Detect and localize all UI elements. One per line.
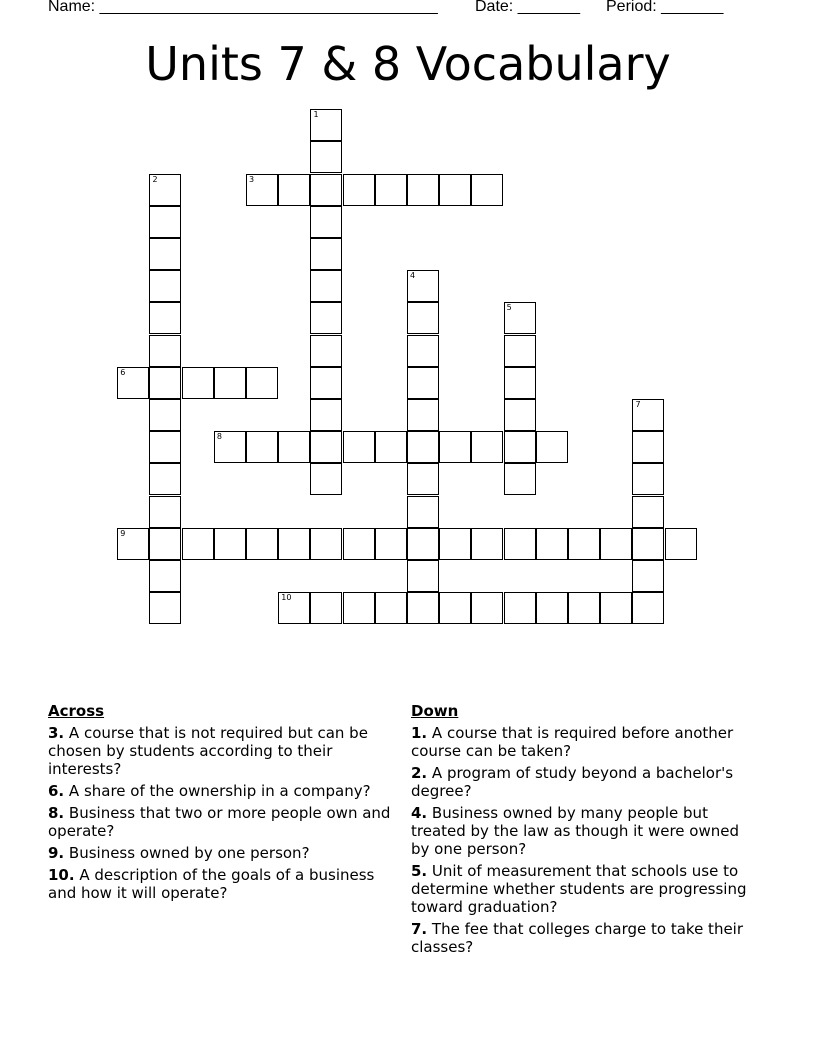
clue-number: 6.: [48, 782, 65, 800]
clue-item: [411, 804, 756, 858]
grid-cell[interactable]: [407, 592, 439, 624]
clue-item: [48, 866, 393, 902]
grid-cell[interactable]: [149, 528, 181, 560]
clue-text: A course that is not required but can be chosen by students according to their interests?: [48, 724, 368, 778]
cell-number: 7: [635, 400, 641, 410]
clue-number: 5.: [411, 862, 428, 880]
grid-cell[interactable]: [407, 399, 439, 431]
grid-cell[interactable]: [504, 431, 536, 463]
grid-cell[interactable]: [407, 335, 439, 367]
cell-number: 9: [120, 528, 126, 538]
cell-number: 2: [152, 174, 158, 184]
grid-cell[interactable]: [246, 431, 278, 463]
grid-cell[interactable]: [407, 174, 439, 206]
grid-cell[interactable]: [278, 431, 310, 463]
grid-cell[interactable]: [149, 560, 181, 592]
grid-cell[interactable]: [310, 431, 342, 463]
across-clue-list: [48, 724, 393, 902]
grid-cell[interactable]: [310, 367, 342, 399]
grid-cell[interactable]: [600, 528, 632, 560]
grid-cell[interactable]: [536, 592, 568, 624]
grid-cell[interactable]: [407, 431, 439, 463]
clue-number: 8.: [48, 804, 65, 822]
grid-cell[interactable]: [504, 302, 536, 334]
clue-number: 9.: [48, 844, 65, 862]
grid-cell[interactable]: [632, 528, 664, 560]
clue-text: A course that is required before another course can be taken?: [411, 724, 734, 760]
grid-cell[interactable]: [632, 592, 664, 624]
clue-text: Unit of measurement that schools use to determine whether students are progressing toward graduation?: [411, 862, 747, 916]
clue-item: [48, 782, 393, 800]
grid-cell[interactable]: [149, 174, 181, 206]
name-field[interactable]: Name: ______________________________________: [48, 0, 438, 15]
grid-cell[interactable]: [214, 528, 246, 560]
grid-cell[interactable]: [375, 592, 407, 624]
grid-cell[interactable]: [632, 431, 664, 463]
clue-text: Business owned by one person?: [68, 844, 310, 862]
grid-cell[interactable]: [310, 463, 342, 495]
grid-cell[interactable]: [471, 592, 503, 624]
grid-cell[interactable]: [343, 592, 375, 624]
grid-cell[interactable]: [407, 302, 439, 334]
down-heading: Down: [411, 702, 459, 720]
grid-cell[interactable]: [600, 592, 632, 624]
page-title: Units 7 & 8 Vocabulary: [145, 37, 671, 91]
grid-cell[interactable]: [471, 431, 503, 463]
cell-number: 1: [313, 110, 319, 120]
grid-cell[interactable]: [149, 463, 181, 495]
clue-text: A program of study beyond a bachelor's degree?: [411, 764, 734, 800]
grid-cell[interactable]: [149, 270, 181, 302]
grid-cell[interactable]: [310, 206, 342, 238]
cell-number: 5: [506, 303, 512, 313]
clue-number: 1.: [411, 724, 428, 742]
clue-number: 4.: [411, 804, 428, 822]
grid-cell[interactable]: [504, 399, 536, 431]
grid-cell[interactable]: [407, 270, 439, 302]
clue-item: [411, 764, 756, 800]
grid-cell[interactable]: [439, 592, 471, 624]
grid-cell[interactable]: [536, 431, 568, 463]
grid-cell[interactable]: [310, 528, 342, 560]
grid-cell[interactable]: [182, 367, 214, 399]
grid-cell[interactable]: [310, 141, 342, 173]
down-clue-list: [411, 724, 756, 956]
grid-cell[interactable]: [343, 174, 375, 206]
grid-cell[interactable]: [375, 431, 407, 463]
grid-cell[interactable]: [375, 174, 407, 206]
grid-cell[interactable]: [439, 528, 471, 560]
clue-item: [48, 804, 393, 840]
grid-cell[interactable]: [278, 592, 310, 624]
clue-text: Business owned by many people but treated by the law as though it were owned by one person?: [411, 804, 739, 858]
grid-cell[interactable]: [471, 528, 503, 560]
grid-cell[interactable]: [504, 528, 536, 560]
clue-text: A share of the ownership in a company?: [68, 782, 371, 800]
grid-cell[interactable]: [536, 528, 568, 560]
grid-cell[interactable]: [310, 592, 342, 624]
across-heading: Across: [48, 702, 105, 720]
grid-cell[interactable]: [407, 463, 439, 495]
clue-item: [48, 724, 393, 778]
cell-number: 10: [281, 593, 292, 603]
clue-number: 7.: [411, 920, 428, 938]
grid-cell[interactable]: [310, 302, 342, 334]
grid-cell[interactable]: [568, 528, 600, 560]
grid-cell[interactable]: [568, 592, 600, 624]
grid-cell[interactable]: [439, 174, 471, 206]
grid-cell[interactable]: [310, 335, 342, 367]
grid-cell[interactable]: [117, 367, 149, 399]
grid-cell[interactable]: [278, 174, 310, 206]
clue-item: [411, 724, 756, 760]
grid-cell[interactable]: [665, 528, 697, 560]
grid-cell[interactable]: [246, 174, 278, 206]
grid-cell[interactable]: [117, 528, 149, 560]
grid-cell[interactable]: [504, 592, 536, 624]
grid-cell[interactable]: [246, 367, 278, 399]
grid-cell[interactable]: [632, 463, 664, 495]
grid-cell[interactable]: [407, 496, 439, 528]
grid-cell[interactable]: [343, 528, 375, 560]
clue-item: [411, 862, 756, 916]
grid-cell[interactable]: [407, 367, 439, 399]
grid-cell[interactable]: [407, 560, 439, 592]
grid-cell[interactable]: [149, 206, 181, 238]
grid-cell[interactable]: [504, 367, 536, 399]
grid-cell[interactable]: [149, 592, 181, 624]
clue-item: [48, 844, 393, 862]
grid-cell[interactable]: [214, 431, 246, 463]
clue-number: 2.: [411, 764, 428, 782]
grid-cell[interactable]: [310, 238, 342, 270]
down-clues: [411, 702, 756, 960]
grid-cell[interactable]: [504, 335, 536, 367]
cell-number: 8: [216, 432, 222, 442]
clue-item: [411, 920, 756, 956]
grid-cell[interactable]: [278, 528, 310, 560]
clue-text: The fee that colleges charge to take their classes?: [411, 920, 744, 956]
grid-cell[interactable]: [214, 367, 246, 399]
grid-cell[interactable]: [310, 174, 342, 206]
clue-text: Business that two or more people own and operate?: [48, 804, 391, 840]
across-clues: [48, 702, 393, 906]
grid-cell[interactable]: [149, 431, 181, 463]
grid-cell[interactable]: [407, 528, 439, 560]
cell-number: 6: [120, 367, 126, 377]
date-field[interactable]: Date: _______: [475, 0, 580, 15]
grid-cell[interactable]: [632, 399, 664, 431]
grid-cell[interactable]: [343, 431, 375, 463]
clue-number: 3.: [48, 724, 65, 742]
grid-cell[interactable]: [246, 528, 278, 560]
grid-cell[interactable]: [310, 109, 342, 141]
clue-text: A description of the goals of a business and how it will operate?: [48, 866, 375, 902]
grid-cell[interactable]: [149, 367, 181, 399]
grid-cell[interactable]: [310, 270, 342, 302]
clue-number: 10.: [48, 866, 75, 884]
grid-cell[interactable]: [149, 238, 181, 270]
grid-cell[interactable]: [632, 560, 664, 592]
cell-number: 4: [410, 271, 416, 281]
grid-cell[interactable]: [149, 399, 181, 431]
grid-cell[interactable]: [471, 174, 503, 206]
grid-cell[interactable]: [310, 399, 342, 431]
grid-cell[interactable]: [504, 463, 536, 495]
grid-cell[interactable]: [182, 528, 214, 560]
grid-cell[interactable]: [439, 431, 471, 463]
grid-cell[interactable]: [149, 496, 181, 528]
cell-number: 3: [249, 174, 255, 184]
period-field[interactable]: Period: _______: [606, 0, 724, 15]
grid-cell[interactable]: [375, 528, 407, 560]
grid-cell[interactable]: [632, 496, 664, 528]
grid-cell[interactable]: [149, 335, 181, 367]
grid-cell[interactable]: [149, 302, 181, 334]
